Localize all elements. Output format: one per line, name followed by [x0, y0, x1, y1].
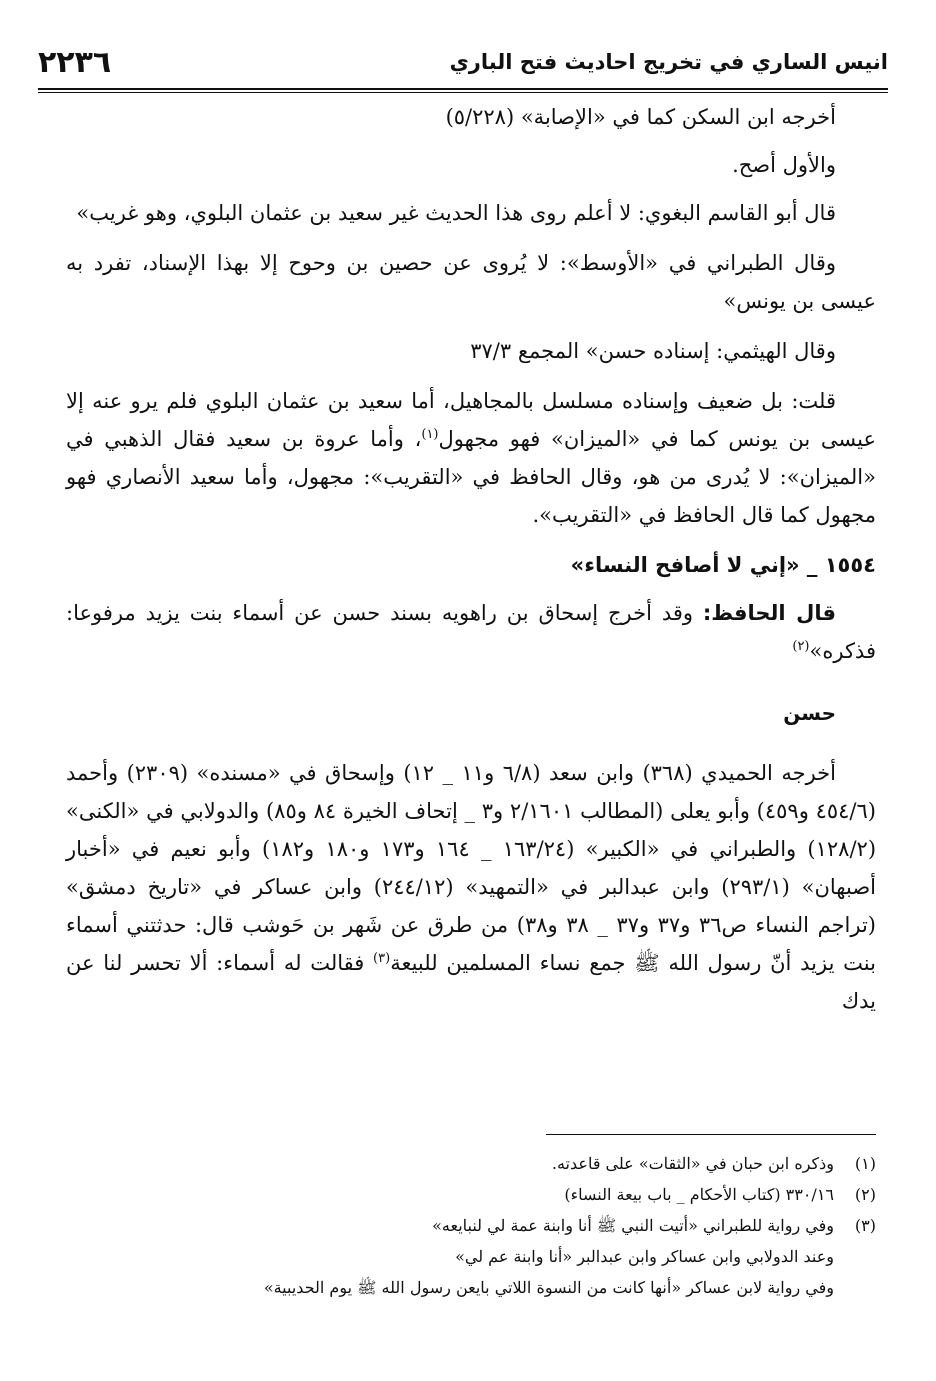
hafiz-label: قال الحافظ: — [702, 601, 836, 625]
footnote-number: (٣) — [854, 1216, 876, 1235]
footnotes — [66, 1148, 876, 1303]
paragraph-first-correct: والأول أصح. — [732, 153, 836, 177]
footnote-continuation: وفي رواية لابن عساكر «أنها كانت من النسوة اللاتي بايعن رسول الله ﷺ يوم الحديبية» — [263, 1278, 834, 1297]
page-number: ٢٢٣٦ — [38, 44, 112, 80]
footnote-continuation: وعند الدولابي وابن عساكر وابن عبدالبر «أنا وابنة عم لي» — [455, 1247, 834, 1266]
paragraph-hafiz — [66, 594, 876, 670]
paragraph-tabarani: وقال الطبراني في «الأوسط»: لا يُروى عن حصين بن وحوح إلا بهذا الإسناد، تفرد به عيسى بن يونس» — [66, 251, 876, 313]
footnote-item — [66, 1148, 876, 1179]
footnote-ref-1[interactable]: (١) — [421, 427, 439, 442]
takhrij-text-1: أخرجه الحميدي (٣٦٨) وابن سعد (٦/٨ و١١ _ ١٢) وإسحاق في «مسنده» (٢٣٠٩) وأحمد (٤٥٤/٦ و٤٥٩) وأبو يعلى (المطالب ٢/١٦٠١ و٣ _ إتحاف الخيرة ٨٤ و٨٥) والدولابي في «الكنى» (١٢٨/٢) والطبراني في «الكبير» (١٦٣/٢٤ _ ١٦٤ و١٧٣ و١٨٠ و١٨٢) وأبو نعيم في «أخبار أصبهان» (٢٩٣/١) وابن عبدالبر في «التمهيد» (٢٤٤/١٢) وابن عساكر في «تاريخ دمشق» (تراجم النساء ص٣٦ و٣٧ و٣٧ _ ٣٨ و٣٨) من طرق عن شَهر بن حَوشب قال: حدثتني أسماء بنت يزيد أنّ رسول الله ﷺ جمع نساء المسلمين للبيعة — [66, 761, 877, 975]
header-rule — [38, 88, 888, 90]
book-title: انيس الساري في تخريج احاديث فتح الباري — [449, 50, 888, 74]
footnote-text: ٣٣٠/١٦ (كتاب الأحكام _ باب بيعة النساء) — [564, 1185, 834, 1204]
main-text — [66, 98, 876, 1032]
paragraph-ibn-sakan: أخرجه ابن السكن كما في «الإصابة» (٥/٢٢٨) — [445, 105, 836, 129]
footnote-item — [66, 1210, 876, 1241]
hadith-grade: حسن — [783, 701, 836, 725]
takhrij-text-2: فقالت له أسماء: ألا تحسر لنا عن يدك — [66, 951, 876, 1013]
footnote-text: وفي رواية للطبراني «أتيت النبي ﷺ أنا وابنة عمة لي لنبايعه» — [432, 1216, 834, 1235]
paragraph-haythami: وقال الهيثمي: إسناده حسن» المجمع ٣٧/٣ — [470, 339, 836, 363]
footnote-ref-2[interactable]: (٢) — [792, 639, 810, 654]
hadith-heading: ١٥٥٤ _ «إني لا أصافح النساء» — [570, 553, 876, 577]
paragraph-qultu — [66, 382, 876, 534]
footnote-separator — [546, 1134, 876, 1135]
qultu-text-2: ، وأما عروة بن سعيد فقال الذهبي في «الميزان»: لا يُدرى من هو، وقال الحافظ في «التقريب»: مجهول، وأما سعيد الأنصاري فهو مجهول كما قال الحافظ في «التقريب». — [66, 427, 876, 527]
footnote-text: وذكره ابن حبان في «الثقات» على قاعدته. — [551, 1154, 834, 1173]
footnote-number: (٢) — [854, 1185, 876, 1204]
footnote-item — [66, 1179, 876, 1210]
hafiz-text: وقد أخرج إسحاق بن راهويه بسند حسن عن أسماء بنت يزيد مرفوعا: فذكره» — [66, 601, 876, 663]
running-header — [38, 42, 888, 82]
book-page — [38, 30, 888, 1360]
qultu-text-1: قلت: بل ضعيف وإسناده مسلسل بالمجاهيل، أما سعيد بن عثمان البلوي فلم يرو عنه إلا عيسى بن يونس كما في «الميزان» فهو مجهول — [66, 389, 876, 451]
paragraph-takhrij — [66, 754, 876, 1020]
paragraph-baghawi: قال أبو القاسم البغوي: لا أعلم روى هذا الحديث غير سعيد بن عثمان البلوي، وهو غريب» — [76, 201, 836, 225]
footnote-ref-3[interactable]: (٣) — [373, 951, 391, 966]
footnote-number: (١) — [854, 1154, 876, 1173]
